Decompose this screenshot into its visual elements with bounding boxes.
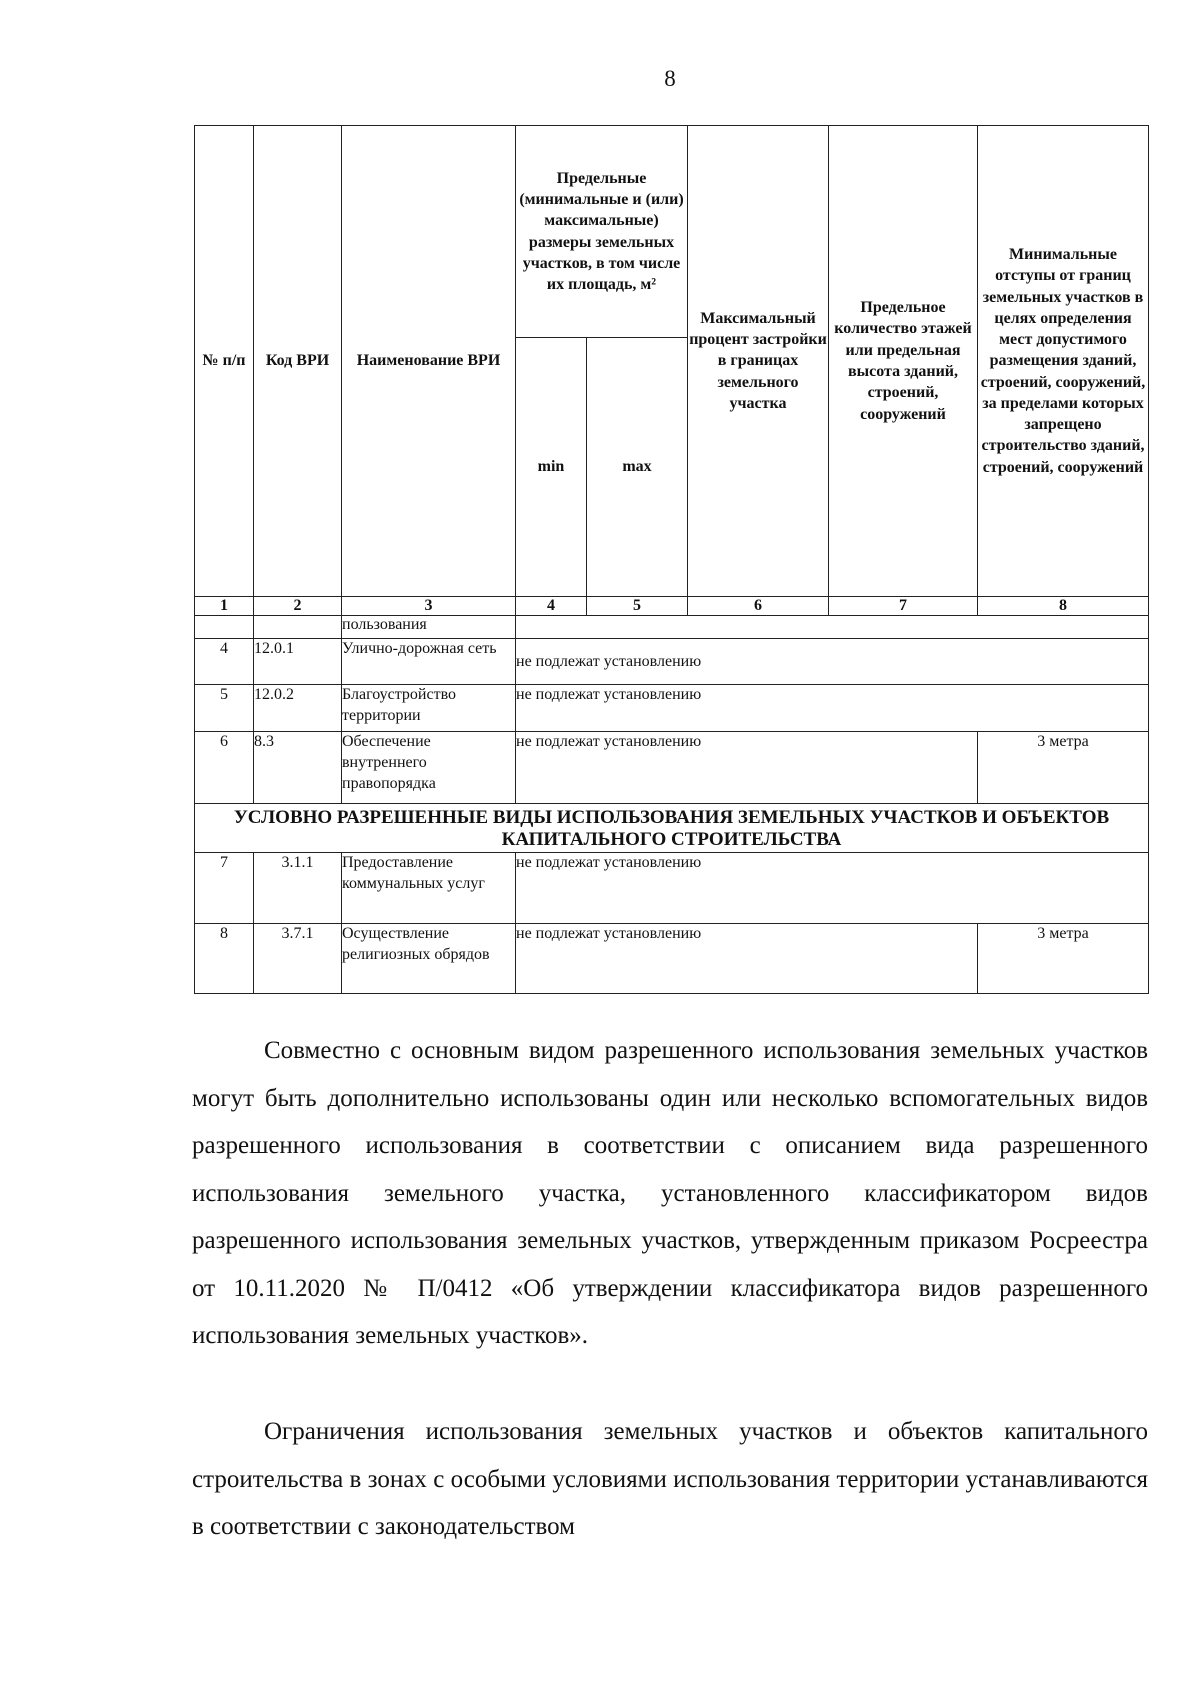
header-max-floors: Предельное количество этажей или предельная высота зданий, строений, сооружений <box>829 126 978 597</box>
table-row <box>195 685 1149 732</box>
row-num: 4 <box>195 639 254 685</box>
row-code: 3.7.1 <box>254 924 342 994</box>
row-params: не подлежат установлению <box>516 732 978 804</box>
header-plot-size: Предельные (минимальные и (или) максимальные) размеры земельных участков, в том числе их площадь, м² <box>516 126 688 338</box>
header-min-setbacks: Минимальные отступы от границ земельных участков в целях определения мест допустимого размещения зданий, строений, сооружений, за пределами которых запрещено строительство зданий, строений, сооружений <box>978 126 1149 597</box>
header-min: min <box>516 338 587 597</box>
table-row <box>195 853 1149 924</box>
row-name: Улично-дорожная сеть <box>342 639 516 685</box>
row-name: Благоустройство территории <box>342 685 516 732</box>
row-num: 8 <box>195 924 254 994</box>
page-number: 8 <box>664 66 676 91</box>
row-code: 8.3 <box>254 732 342 804</box>
row-name: Осуществление религиозных обрядов <box>342 924 516 994</box>
column-number: 5 <box>587 597 688 616</box>
row-num: 6 <box>195 732 254 804</box>
table-row <box>195 924 1149 994</box>
zoning-regulations-table <box>194 125 1149 994</box>
row-name: Обеспечение внутреннего правопорядка <box>342 732 516 804</box>
table-row <box>195 639 1149 685</box>
row-setback: 3 метра <box>978 732 1149 804</box>
row-code: 12.0.1 <box>254 639 342 685</box>
row-params: не подлежат установлению <box>516 924 978 994</box>
body-paragraph: Ограничения использования земельных участков и объектов капитального строительства в зонах с особыми условиями использования территории устанавливаются в соответствии с законодательством <box>192 1418 1148 1540</box>
continuation-text: пользования <box>342 616 516 639</box>
header-name: Наименование ВРИ <box>342 126 516 597</box>
section-header-row <box>195 804 1149 853</box>
row-params: не подлежат установлению <box>516 685 1149 732</box>
column-number: 8 <box>978 597 1149 616</box>
column-number: 6 <box>688 597 829 616</box>
section-title: УСЛОВНО РАЗРЕШЕННЫЕ ВИДЫ ИСПОЛЬЗОВАНИЯ ЗЕМЕЛЬНЫХ УЧАСТКОВ И ОБЪЕКТОВ КАПИТАЛЬНОГО СТРОИТЕЛЬСТВА <box>195 804 1149 853</box>
row-setback: 3 метра <box>978 924 1149 994</box>
column-number: 7 <box>829 597 978 616</box>
column-number: 1 <box>195 597 254 616</box>
header-max: max <box>587 338 688 597</box>
column-number: 3 <box>342 597 516 616</box>
row-name: Предоставление коммунальных услуг <box>342 853 516 924</box>
row-code: 3.1.1 <box>254 853 342 924</box>
column-number: 2 <box>254 597 342 616</box>
column-number: 4 <box>516 597 587 616</box>
row-num: 7 <box>195 853 254 924</box>
row-params: не подлежат установлению <box>516 853 1149 924</box>
body-paragraph: Совместно с основным видом разрешенного использования земельных участков могут быть дополнительно использованы один или несколько вспомогательных видов разрешенного использования в соответствии с описанием вида разрешенного использования земельного участка, установленного классификатором видов разрешенного использования земельных участков, утвержденным приказом Росреестра от 10.11.2020 № П/0412 «Об утверждении классификатора видов разрешенного использования земельных участков». <box>192 1037 1148 1349</box>
row-params: не подлежат установлению <box>516 639 1149 685</box>
table-row-continuation <box>195 616 1149 639</box>
row-code: 12.0.2 <box>254 685 342 732</box>
column-number-row <box>195 597 1149 616</box>
header-num: № п/п <box>195 126 254 597</box>
table-row <box>195 732 1149 804</box>
header-max-coverage: Максимальный процент застройки в границах земельного участка <box>688 126 829 597</box>
header-code: Код ВРИ <box>254 126 342 597</box>
row-num: 5 <box>195 685 254 732</box>
